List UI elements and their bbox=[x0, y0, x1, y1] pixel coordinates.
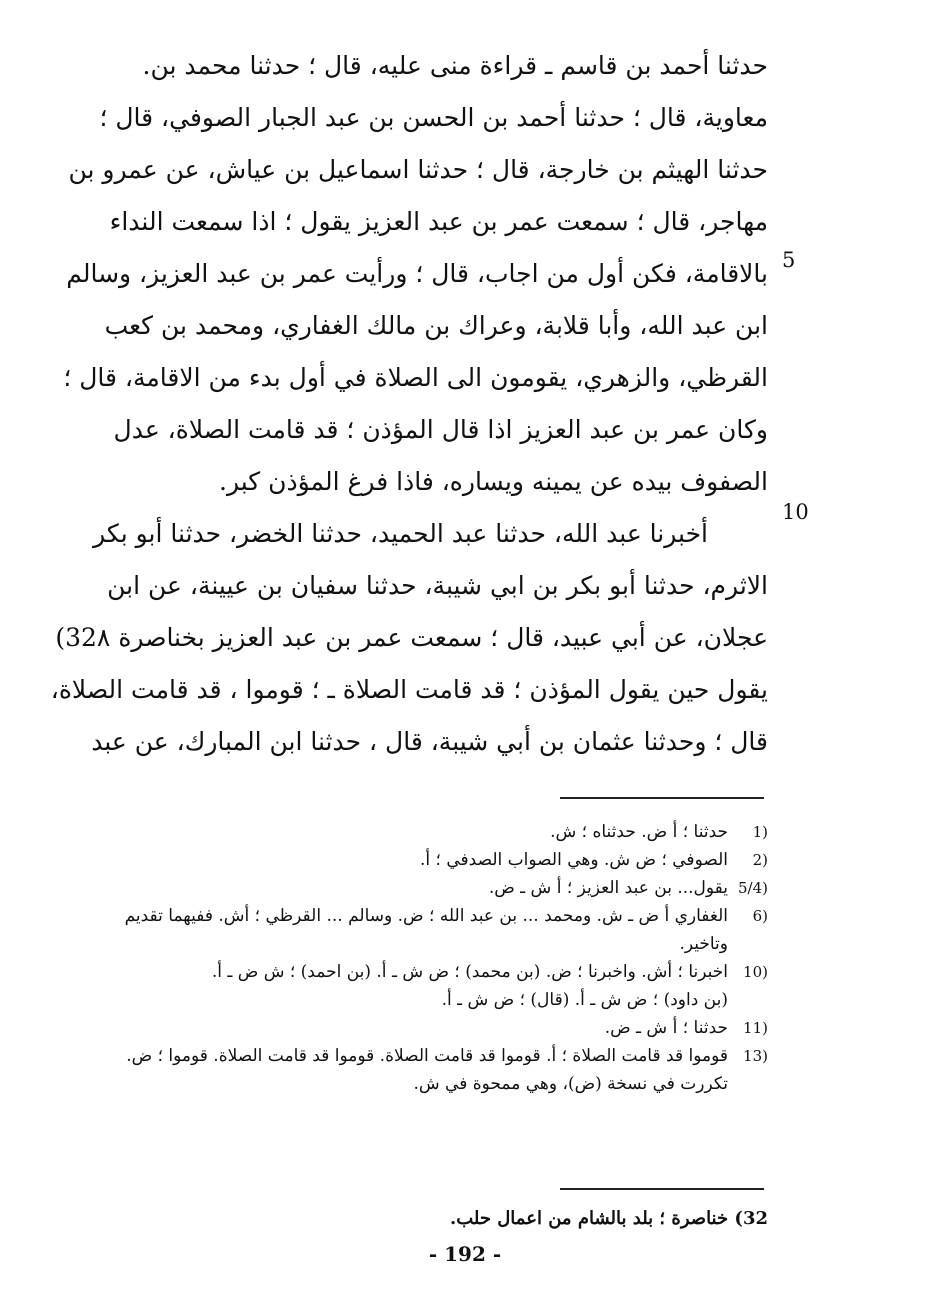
text-line: بالاقامة، فكن أول من اجاب، قال ؛ ورأيت عمر بن عبد العزيز، وسالم bbox=[66, 259, 768, 288]
footnote bbox=[100, 958, 768, 986]
text-line: القرظي، والزهري، يقومون الى الصلاة في أول بدء من الاقامة، قال ؛ bbox=[63, 363, 768, 392]
glossary-text: خناصرة ؛ بلد بالشام من اعمال حلب. bbox=[449, 1208, 729, 1229]
footnote-ref: 2) bbox=[752, 851, 768, 869]
footnote bbox=[100, 902, 768, 930]
main-text bbox=[50, 40, 768, 768]
footnote-text: حدثنا ؛ أ ش ـ ض. bbox=[604, 1018, 728, 1038]
footnote-text: يقول... بن عبد العزيز ؛ أ ش ـ ض. bbox=[488, 878, 728, 898]
text-line: الصفوف بيده عن يمينه ويساره، فاذا فرغ المؤذن كبر. bbox=[219, 467, 768, 496]
text-line: ابن عبد الله، وأبا قلابة، وعراك بن مالك الغفاري، ومحمد بن كعب bbox=[104, 311, 768, 340]
footnote-text: الصوفي ؛ ض ش. وهي الصواب الصدفي ؛ أ. bbox=[420, 850, 728, 870]
line-number-10: 10 bbox=[782, 500, 809, 524]
text-line: مهاجر، قال ؛ سمعت عمر بن عبد العزيز يقول ؛ اذا سمعت النداء bbox=[109, 207, 768, 236]
footnotes bbox=[100, 818, 768, 1098]
page-number: - 192 - bbox=[428, 1242, 502, 1266]
footnote-ref: 11) bbox=[743, 1019, 768, 1037]
text-line: حدثنا الهيثم بن خارجة، قال ؛ حدثنا اسماعيل بن عياش، عن عمرو بن bbox=[68, 155, 768, 184]
text-line: قال ؛ وحدثنا عثمان بن أبي شيبة، قال ، حدثنا ابن المبارك، عن عبد bbox=[91, 727, 768, 756]
footnote-text: وتاخير. bbox=[679, 934, 728, 954]
glossary-divider bbox=[560, 1188, 764, 1190]
text-line: عجلان، عن أبي عبيد، قال ؛ سمعت عمر بن عبد العزيز بخناصرة 32٨) bbox=[55, 623, 768, 652]
footnote-text: تكررت في نسخة (ض)، وهي ممحوة في ش. bbox=[413, 1074, 728, 1094]
text-line: حدثنا أحمد بن قاسم ـ قراءة منى عليه، قال ؛ حدثنا محمد بن. bbox=[142, 51, 768, 80]
footnote-continuation bbox=[100, 1070, 768, 1098]
text-line: معاوية، قال ؛ حدثنا أحمد بن الحسن بن عبد الجبار الصوفي، قال ؛ bbox=[99, 103, 768, 132]
line-number-5: 5 bbox=[782, 248, 796, 272]
glossary-note bbox=[100, 1204, 768, 1234]
footnote bbox=[100, 818, 768, 846]
footnote-text: (بن داود) ؛ ض ش ـ أ. (قال) ؛ ض ش ـ أ. bbox=[441, 990, 728, 1010]
footnote-ref: 13) bbox=[743, 1047, 768, 1065]
glossary-ref: 32) bbox=[734, 1208, 768, 1229]
footnote-continuation bbox=[100, 986, 768, 1014]
footnote-ref: 6) bbox=[752, 907, 768, 925]
text-line: أخبرنا عبد الله، حدثنا عبد الحميد، حدثنا الخضر، حدثنا أبو بكر bbox=[93, 519, 708, 548]
text-line: يقول حين يقول المؤذن ؛ قد قامت الصلاة ـ ؛ قوموا ، قد قامت الصلاة، bbox=[50, 675, 768, 704]
footnote-divider bbox=[560, 797, 764, 799]
footnote bbox=[100, 1014, 768, 1042]
footnote-continuation bbox=[100, 930, 768, 958]
footnote-ref: 5/4) bbox=[738, 879, 768, 897]
footnote bbox=[100, 846, 768, 874]
text-line: الاثرم، حدثنا أبو بكر بن ابي شيبة، حدثنا سفيان بن عيينة، عن ابن bbox=[107, 571, 768, 600]
footnote-ref: 1) bbox=[752, 823, 768, 841]
footnote-text: الغفاري أ ض ـ ش. ومحمد ... بن عبد الله ؛ ض. وسالم ... القرظي ؛ أش. ففيهما تقديم bbox=[124, 906, 728, 926]
footnote bbox=[100, 1042, 768, 1070]
footnote-ref: 10) bbox=[743, 963, 768, 981]
footnote-text: حدثنا ؛ أ ض. حدثناه ؛ ش. bbox=[550, 822, 728, 842]
text-line: وكان عمر بن عبد العزيز اذا قال المؤذن ؛ قد قامت الصلاة، عدل bbox=[113, 415, 768, 444]
footnote-text: قوموا قد قامت الصلاة ؛ أ. قوموا قد قامت الصلاة. قوموا قد قامت الصلاة. قوموا ؛ ض. bbox=[126, 1046, 728, 1066]
footnote-text: اخبرنا ؛ أش. واخبرنا ؛ ض. (بن محمد) ؛ ض ش ـ أ. (بن احمد) ؛ ش ض ـ أ. bbox=[211, 962, 728, 982]
footnote bbox=[100, 874, 768, 902]
